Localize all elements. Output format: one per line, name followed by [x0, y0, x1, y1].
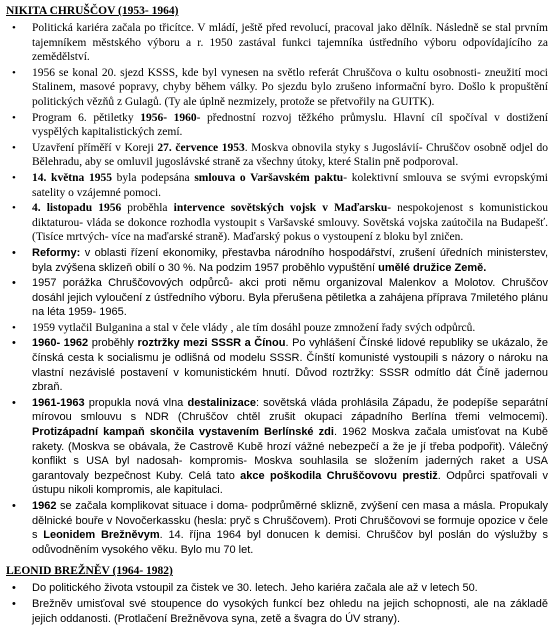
- emphasis-text: umělé družice Země.: [378, 261, 487, 274]
- breznev-bullet-list: [6, 581, 548, 626]
- list-item: [6, 141, 548, 170]
- list-item: [6, 66, 548, 110]
- bullet-icon: •: [12, 277, 16, 290]
- body-text: Program 6. pětiletky: [32, 111, 141, 124]
- list-item: [6, 171, 548, 200]
- emphasis-text: akce poškodila Chruščovovu prestiž: [240, 469, 438, 482]
- body-text: - přednostní rozvoj těžkého průmyslu. Hlavní cíl spočíval v dostižení vyspělých kapitalistických zemí.: [32, 111, 548, 139]
- emphasis-text: 1960- 1962: [32, 337, 89, 350]
- body-text: . Po vyhlášení Čínské lidové republiky se ukázalo, že čínská cesta k socialismu je odlišná od modelu SSSR. Čínští komunisté vystoupili s názory o nároku na vlastní nezávislé postavení v komunistickém hnutí. Důvod roztržky: SSSR odmítlo dát Číně jadernou zbraň.: [32, 337, 548, 394]
- body-text: 1956 se konal 20. sjezd KSSS, kde byl vynesen na světlo referát Chruščova o kultu osobnosti- zneužití moci Stalinem, masové popravy, chyby během války. Po sjezdu bylo zrušeno informační byro. Došlo k propuštění politických vězňů z Gulagů. (Ty ale úplně nezmizely, protože se přetvořily na GUITK).: [32, 66, 548, 108]
- list-item: [6, 21, 548, 65]
- bullet-icon: •: [12, 337, 16, 350]
- body-text: . 14. října 1964 byl donucen k demisi. Chruščov byl poslán do výslužby s odůvodněním vysokého věku. Bylo mu 70 let.: [32, 529, 548, 556]
- body-text: Uzavření příměří v Koreji: [32, 141, 158, 154]
- emphasis-text: smlouva o Varšavském paktu: [194, 171, 344, 184]
- body-text: byla podepsána: [111, 171, 195, 184]
- body-text: 1959 vytlačil Bulganina a stal v čele vlády , ale tím dosáhl pouze zmnožení řady svých odpůrců.: [32, 321, 476, 334]
- list-item: [6, 336, 548, 394]
- bullet-icon: •: [12, 66, 16, 79]
- list-item: [6, 276, 548, 320]
- emphasis-text: 1956- 1960: [140, 111, 197, 124]
- emphasis-text: roztržky mezi SSSR a Čínou: [137, 337, 286, 350]
- body-text: Brežněv umisťoval své stoupence do vysokých funkcí bez ohledu na jejich schopnosti, ale na základě jejich oddanosti. (Protlačení Brežněvova syna, zetě a švagra do ÚV strany).: [32, 597, 548, 625]
- emphasis-text: Reformy:: [32, 246, 81, 259]
- emphasis-text: 1962: [32, 500, 57, 512]
- bullet-icon: •: [12, 202, 16, 215]
- list-item: [6, 321, 548, 336]
- list-item: [6, 246, 548, 275]
- emphasis-text: Leonidem Brežněvym: [43, 529, 160, 542]
- body-text: Politická kariéra začala po třicítce. V mládí, ještě před revolucí, pracoval jako dělník. Následně se stal prvním tajemníkem městského výboru a r. 1950 zastával funkci tajemníka ústředního výboru odpovídajícího za zemědělství.: [32, 22, 548, 64]
- bullet-icon: •: [12, 500, 16, 512]
- emphasis-text: 4. listopadu 1956: [32, 202, 122, 215]
- emphasis-text: destalinizace: [187, 396, 256, 409]
- emphasis-text: 1961-1963: [32, 396, 85, 409]
- bullet-icon: •: [12, 582, 16, 595]
- body-text: . 1962 Moskva začala umisťovat na Kubě rakety. (Moskva se obávala, že Castrově Kubě hrozí vážné nebezpečí a že je jí třeba podpořit). Válečný konflikt s USA byl nadosah- kompromis- Moskva souhlasila se složením jaderných raket a USA garantovaly bezpečnost Kuby. Celá tato: [32, 426, 548, 482]
- bullet-icon: •: [12, 597, 16, 610]
- bullet-icon: •: [12, 111, 16, 124]
- body-text: . Moskva obnovila styky s Jugoslávií- Chruščov osobně odjel do Bělehradu, aby se omluvil jugoslávské straně za všechny útoky, které Stalin pně podporoval.: [32, 141, 549, 169]
- list-item: [6, 111, 548, 140]
- body-text: propukla nová vlna: [84, 396, 188, 409]
- body-text: se začala komplikovat situace i doma- podprůměrné sklizně, zvýšení cen masa a másla. Propukaly dělnické bouře v Novočerkassku (hesla: pryč s Chruščovem). Proti Chruščovovi se formuje opozice v čele s: [32, 500, 548, 542]
- emphasis-text: Protizápadní kampaň skončila vystavením Berlínské zdi: [32, 426, 334, 439]
- bullet-icon: •: [12, 141, 16, 154]
- list-item: [6, 396, 548, 498]
- list-item: [6, 597, 548, 626]
- body-text: proběhla: [121, 202, 174, 215]
- emphasis-text: 27. července 1953: [157, 141, 245, 154]
- body-text: - nespokojenost s komunistickou diktaturou- vláda se dokonce rozhodla vystoupit s Varšavské smlouvy. Sovětská vojska zaútočila na Budapešť. (Tisíce mrtvých- více na maďarské straně). Maďarský pokus o vystoupení z bloku byl zničen.: [32, 202, 548, 244]
- bullet-icon: •: [12, 321, 16, 334]
- section-heading-chruscov: NIKITA CHRUŠČOV (1953- 1964): [6, 5, 179, 17]
- chruscov-bullet-list: [6, 21, 548, 557]
- body-text: Do politického života vstoupil za čistek ve 30. letech. Jeho kariéra začala ale až v letech 50.: [32, 582, 478, 595]
- emphasis-text: 14. května 1955: [32, 171, 112, 184]
- list-item: [6, 499, 548, 557]
- bullet-icon: •: [12, 246, 16, 259]
- list-item: [6, 201, 548, 245]
- body-text: proběhly: [88, 337, 138, 350]
- list-item: [6, 581, 548, 596]
- bullet-icon: •: [12, 171, 16, 184]
- body-text: . Odpůrci spatřovali v ústupu nikoli kompromis, ale kapitulaci.: [32, 469, 548, 497]
- section-heading-breznev: LEONID BREŽNĚV (1964- 1982): [6, 565, 173, 578]
- emphasis-text: intervence sovětských vojsk v Maďarsku: [173, 202, 388, 215]
- body-text: v oblasti řízení ekonomiky, přestavba národního hospodářství, zrušení úředních ministerstev, byla zvýšena sklizeň obilí o 30 %. Na podzim 1957 proběhlo vypuštění: [32, 246, 548, 274]
- body-text: : sovětská vláda prohlásila Západu, že podepíše separátní mírovou smlouvu s NDR (Chruščov chtěl zrušit okupaci západního Berlína třemi velmocemi).: [32, 396, 548, 424]
- bullet-icon: •: [12, 396, 16, 409]
- bullet-icon: •: [12, 22, 16, 34]
- body-text: 1957 porážka Chruščovových odpůrců- akci proti němu organizoval Malenkov a Molotov. Chruščov dosáhl jejich vyloučení z ústředního výboru. Byla přerušena pětiletka a zahájena příprava 7miletého plánu na léta 1959- 1965.: [32, 277, 548, 319]
- body-text: - kolektivní smlouva se svými evropskými satelity o vzájemné pomoci.: [32, 171, 549, 199]
